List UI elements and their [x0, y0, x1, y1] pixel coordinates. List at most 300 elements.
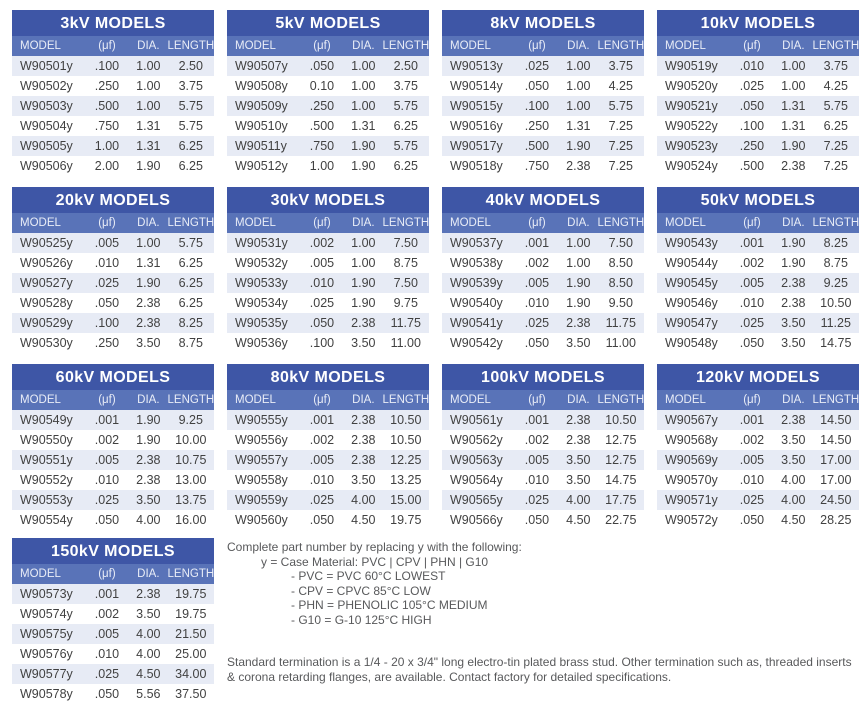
model-cell: W90540y — [450, 296, 503, 310]
dia-cell: 3.50 — [136, 607, 161, 621]
table-body — [442, 410, 644, 530]
table-head — [12, 213, 214, 233]
uf-cell: .001 — [94, 413, 120, 427]
uf-cell: .002 — [309, 433, 335, 447]
table-body — [657, 233, 859, 353]
col-header-dia: DIA. — [129, 390, 167, 410]
model-table-120kv-models — [657, 364, 859, 530]
uf-cell: .025 — [94, 493, 120, 507]
uf-cell: 0.10 — [309, 79, 335, 93]
length-cell: 5.75 — [178, 119, 203, 133]
model-cell: W90542y — [450, 336, 503, 350]
header-row — [227, 36, 429, 56]
dia-cell: 4.50 — [566, 513, 591, 527]
dia-cell: 3.50 — [566, 473, 591, 487]
model-cell: W90514y — [450, 79, 503, 93]
table-150kv-slot — [12, 538, 214, 704]
dia-cell: 1.31 — [136, 139, 161, 153]
dia-cell: 1.00 — [781, 59, 806, 73]
length-cell: 14.75 — [820, 336, 852, 350]
col-header-dia: DIA. — [774, 36, 812, 56]
spec-table — [227, 390, 429, 530]
model-table-10kv-models — [657, 10, 859, 176]
dia-cell: 1.90 — [351, 296, 376, 310]
model-table-20kv-models — [12, 187, 214, 353]
table-row — [12, 96, 214, 116]
table-row — [657, 333, 859, 353]
uf-cell: .750 — [94, 119, 120, 133]
dia-cell: 1.00 — [566, 59, 591, 73]
dia-cell: 3.50 — [351, 473, 376, 487]
length-cell: 17.00 — [820, 473, 852, 487]
col-header-length: LENGTH — [598, 213, 644, 233]
uf-cell: .750 — [524, 159, 550, 173]
header-row — [657, 213, 859, 233]
model-table-40kv-models — [442, 187, 644, 353]
table-row — [227, 470, 429, 490]
col-header-uf: (μf) — [85, 564, 129, 584]
length-cell: 10.00 — [175, 433, 207, 447]
termination-note: Standard termination is a 1/4 - 20 x 3/4" long electro-tin plated brass stud. Other termination such as, threaded inserts & corona retarding flanges, are available. Contact factory for detailed specifications. — [227, 655, 852, 684]
length-cell: 2.50 — [178, 59, 203, 73]
dia-cell: 1.90 — [781, 236, 806, 250]
dia-cell: 3.50 — [136, 336, 161, 350]
table-title: 120kV MODELS — [657, 364, 859, 390]
length-cell: 8.25 — [178, 316, 203, 330]
dia-cell: 4.00 — [781, 493, 806, 507]
col-header-length: LENGTH — [813, 390, 859, 410]
length-cell: 10.75 — [175, 453, 207, 467]
table-row — [227, 96, 429, 116]
table-row — [12, 56, 214, 76]
table-row — [227, 450, 429, 470]
uf-cell: .050 — [94, 687, 120, 701]
length-cell: 8.50 — [608, 256, 633, 270]
model-cell: W90516y — [450, 119, 503, 133]
uf-cell: .025 — [309, 493, 335, 507]
spec-table — [442, 213, 644, 353]
model-cell: W90556y — [235, 433, 288, 447]
dia-cell: 3.50 — [781, 336, 806, 350]
header-row — [12, 213, 214, 233]
uf-cell: .005 — [739, 276, 765, 290]
table-row — [442, 136, 644, 156]
model-table-100kv-models — [442, 364, 644, 530]
uf-cell: .025 — [524, 493, 550, 507]
table-row — [657, 273, 859, 293]
length-cell: 6.25 — [178, 159, 203, 173]
uf-cell: .025 — [739, 493, 765, 507]
header-row — [12, 564, 214, 584]
table-body — [442, 56, 644, 176]
length-cell: 5.75 — [823, 99, 848, 113]
table-row — [442, 450, 644, 470]
dia-cell: 1.00 — [566, 79, 591, 93]
uf-cell: .001 — [94, 587, 120, 601]
table-row — [442, 470, 644, 490]
model-cell: W90539y — [450, 276, 503, 290]
col-header-model: MODEL — [12, 213, 85, 233]
header-row — [227, 390, 429, 410]
model-cell: W90530y — [20, 336, 73, 350]
length-cell: 7.25 — [823, 159, 848, 173]
model-table-50kv-models — [657, 187, 859, 353]
table-body — [657, 56, 859, 176]
length-cell: 12.25 — [390, 453, 422, 467]
table-head — [657, 390, 859, 410]
table-row — [442, 293, 644, 313]
uf-cell: 2.00 — [94, 159, 120, 173]
uf-cell: .250 — [739, 139, 765, 153]
model-cell: W90551y — [20, 453, 73, 467]
table-row — [657, 136, 859, 156]
length-cell: 8.75 — [393, 256, 418, 270]
table-row — [657, 233, 859, 253]
table-row — [657, 410, 859, 430]
model-cell: W90534y — [235, 296, 288, 310]
table-title: 50kV MODELS — [657, 187, 859, 213]
dia-cell: 1.00 — [351, 59, 376, 73]
model-cell: W90577y — [20, 667, 73, 681]
model-cell: W90573y — [20, 587, 73, 601]
dia-cell: 1.90 — [566, 296, 591, 310]
table-row — [227, 313, 429, 333]
col-header-uf: (μf) — [85, 213, 129, 233]
uf-cell: .002 — [524, 433, 550, 447]
dia-cell: 1.00 — [136, 79, 161, 93]
model-cell: W90528y — [20, 296, 73, 310]
table-row — [227, 333, 429, 353]
uf-cell: .050 — [94, 513, 120, 527]
uf-cell: .100 — [739, 119, 765, 133]
uf-cell: 1.00 — [309, 159, 335, 173]
model-cell: W90507y — [235, 59, 288, 73]
dia-cell: 3.50 — [781, 316, 806, 330]
table-row — [12, 333, 214, 353]
length-cell: 7.50 — [393, 236, 418, 250]
model-cell: W90578y — [20, 687, 73, 701]
dia-cell: 1.00 — [136, 236, 161, 250]
col-header-length: LENGTH — [383, 390, 429, 410]
model-cell: W90562y — [450, 433, 503, 447]
col-header-dia: DIA. — [129, 36, 167, 56]
dia-cell: 1.90 — [136, 276, 161, 290]
length-cell: 3.75 — [608, 59, 633, 73]
table-body — [657, 410, 859, 530]
model-table-60kv-models — [12, 364, 214, 530]
uf-cell: .001 — [309, 413, 335, 427]
uf-cell: .050 — [524, 79, 550, 93]
uf-cell: .500 — [739, 159, 765, 173]
table-row — [227, 56, 429, 76]
table-row — [12, 470, 214, 490]
table-row — [227, 136, 429, 156]
table-head — [657, 213, 859, 233]
model-cell: W90561y — [450, 413, 503, 427]
table-row — [12, 410, 214, 430]
uf-cell: .100 — [94, 59, 120, 73]
dia-cell: 2.38 — [351, 433, 376, 447]
table-row — [442, 313, 644, 333]
header-row — [442, 36, 644, 56]
table-row — [227, 233, 429, 253]
header-row — [12, 36, 214, 56]
length-cell: 28.25 — [820, 513, 852, 527]
table-head — [12, 564, 214, 584]
col-header-dia: DIA. — [344, 390, 382, 410]
table-row — [657, 156, 859, 176]
dia-cell: 4.00 — [781, 473, 806, 487]
length-cell: 7.50 — [608, 236, 633, 250]
length-cell: 6.25 — [393, 119, 418, 133]
uf-cell: .010 — [524, 296, 550, 310]
uf-cell: .025 — [739, 79, 765, 93]
table-row — [442, 510, 644, 530]
length-cell: 5.75 — [178, 236, 203, 250]
model-cell: W90521y — [665, 99, 718, 113]
model-cell: W90525y — [20, 236, 73, 250]
col-header-dia: DIA. — [344, 213, 382, 233]
model-cell: W90570y — [665, 473, 718, 487]
length-cell: 9.50 — [608, 296, 633, 310]
uf-cell: .002 — [524, 256, 550, 270]
uf-cell: .025 — [309, 296, 335, 310]
model-cell: W90531y — [235, 236, 288, 250]
table-row — [657, 510, 859, 530]
model-cell: W90565y — [450, 493, 503, 507]
col-header-model: MODEL — [12, 564, 85, 584]
model-cell: W90510y — [235, 119, 288, 133]
length-cell: 24.50 — [820, 493, 852, 507]
table-row — [12, 684, 214, 704]
uf-cell: .005 — [94, 453, 120, 467]
dia-cell: 2.38 — [136, 473, 161, 487]
uf-cell: .005 — [739, 453, 765, 467]
model-cell: W90575y — [20, 627, 73, 641]
length-cell: 9.25 — [178, 413, 203, 427]
model-cell: W90511y — [235, 139, 287, 153]
uf-cell: .001 — [524, 413, 550, 427]
length-cell: 19.75 — [390, 513, 422, 527]
note-case-material: y = Case Material: PVC | CPV | PHN | G10 — [261, 554, 489, 569]
length-cell: 21.50 — [175, 627, 207, 641]
note-item-g10: - G10 = G-10 125°C HIGH — [291, 612, 432, 627]
dia-cell: 2.38 — [566, 433, 591, 447]
model-cell: W90541y — [450, 316, 503, 330]
uf-cell: .050 — [94, 296, 120, 310]
uf-cell: .025 — [94, 276, 120, 290]
length-cell: 6.25 — [823, 119, 848, 133]
model-cell: W90524y — [665, 159, 718, 173]
table-row — [442, 253, 644, 273]
model-cell: W90522y — [665, 119, 718, 133]
col-header-length: LENGTH — [168, 213, 214, 233]
table-row — [657, 450, 859, 470]
col-header-dia: DIA. — [774, 390, 812, 410]
table-title: 8kV MODELS — [442, 10, 644, 36]
table-head — [227, 213, 429, 233]
spec-table — [227, 213, 429, 353]
length-cell: 6.25 — [178, 256, 203, 270]
dia-cell: 1.00 — [136, 99, 161, 113]
model-cell: W90501y — [20, 59, 73, 73]
uf-cell: .001 — [739, 236, 765, 250]
model-cell: W90526y — [20, 256, 73, 270]
uf-cell: .010 — [739, 473, 765, 487]
table-row — [657, 253, 859, 273]
col-header-dia: DIA. — [559, 390, 597, 410]
table-head — [12, 390, 214, 410]
length-cell: 5.75 — [608, 99, 633, 113]
table-row — [442, 116, 644, 136]
col-header-length: LENGTH — [383, 36, 429, 56]
model-table-80kv-models — [227, 364, 429, 530]
uf-cell: .010 — [524, 473, 550, 487]
model-cell: W90574y — [20, 607, 73, 621]
table-body — [12, 233, 214, 353]
model-cell: W90513y — [450, 59, 503, 73]
length-cell: 7.25 — [823, 139, 848, 153]
col-header-model: MODEL — [12, 36, 85, 56]
length-cell: 13.75 — [175, 493, 207, 507]
notes-section — [227, 538, 859, 704]
table-head — [442, 36, 644, 56]
dia-cell: 1.00 — [351, 79, 376, 93]
model-cell: W90559y — [235, 493, 288, 507]
dia-cell: 4.00 — [136, 627, 161, 641]
length-cell: 14.50 — [820, 433, 852, 447]
dia-cell: 3.50 — [566, 453, 591, 467]
model-cell: W90527y — [20, 276, 73, 290]
table-head — [227, 36, 429, 56]
table-title: 3kV MODELS — [12, 10, 214, 36]
uf-cell: .001 — [524, 236, 550, 250]
col-header-uf: (μf) — [515, 36, 559, 56]
table-title: 100kV MODELS — [442, 364, 644, 390]
col-header-length: LENGTH — [598, 390, 644, 410]
table-row — [12, 604, 214, 624]
col-header-uf: (μf) — [300, 213, 344, 233]
length-cell: 7.50 — [393, 276, 418, 290]
uf-cell: .050 — [739, 336, 765, 350]
model-cell: W90564y — [450, 473, 503, 487]
uf-cell: .005 — [94, 627, 120, 641]
col-header-length: LENGTH — [813, 213, 859, 233]
model-table-30kv-models — [227, 187, 429, 353]
spec-table — [657, 390, 859, 530]
dia-cell: 1.00 — [351, 236, 376, 250]
length-cell: 13.25 — [390, 473, 422, 487]
uf-cell: .250 — [94, 336, 120, 350]
uf-cell: .250 — [309, 99, 335, 113]
length-cell: 12.75 — [605, 433, 637, 447]
uf-cell: .010 — [94, 256, 120, 270]
model-cell: W90550y — [20, 433, 73, 447]
uf-cell: .050 — [524, 336, 550, 350]
table-row — [442, 333, 644, 353]
dia-cell: 1.90 — [566, 139, 591, 153]
table-body — [227, 56, 429, 176]
col-header-uf: (μf) — [515, 390, 559, 410]
length-cell: 14.75 — [605, 473, 637, 487]
col-header-length: LENGTH — [168, 390, 214, 410]
model-cell: W90544y — [665, 256, 718, 270]
dia-cell: 2.38 — [566, 316, 591, 330]
uf-cell: .025 — [739, 316, 765, 330]
dia-cell: 3.50 — [351, 336, 376, 350]
uf-cell: .050 — [309, 316, 335, 330]
model-cell: W90536y — [235, 336, 288, 350]
table-row — [12, 156, 214, 176]
uf-cell: .500 — [94, 99, 120, 113]
uf-cell: .002 — [94, 607, 120, 621]
header-row — [657, 36, 859, 56]
uf-cell: .002 — [739, 433, 765, 447]
spec-table — [227, 36, 429, 176]
dia-cell: 2.38 — [566, 413, 591, 427]
table-head — [442, 213, 644, 233]
uf-cell: .010 — [309, 473, 335, 487]
table-row — [12, 233, 214, 253]
table-row — [227, 510, 429, 530]
uf-cell: .250 — [524, 119, 550, 133]
uf-cell: .005 — [524, 453, 550, 467]
model-table-8kv-models — [442, 10, 644, 176]
length-cell: 8.50 — [608, 276, 633, 290]
dia-cell: 4.50 — [351, 513, 376, 527]
length-cell: 8.25 — [823, 236, 848, 250]
col-header-length: LENGTH — [598, 36, 644, 56]
table-row — [442, 430, 644, 450]
uf-cell: .050 — [739, 99, 765, 113]
table-row — [12, 450, 214, 470]
length-cell: 3.75 — [823, 59, 848, 73]
model-table-5kv-models — [227, 10, 429, 176]
col-header-uf: (μf) — [300, 390, 344, 410]
length-cell: 7.25 — [608, 139, 633, 153]
length-cell: 6.25 — [393, 159, 418, 173]
table-row — [12, 273, 214, 293]
note-item-cpv: - CPV = CPVC 85°C LOW — [291, 583, 431, 598]
model-cell: W90515y — [450, 99, 503, 113]
table-row — [12, 624, 214, 644]
uf-cell: .050 — [309, 59, 335, 73]
length-cell: 11.00 — [605, 336, 636, 350]
uf-cell: .050 — [309, 513, 335, 527]
col-header-model: MODEL — [227, 390, 300, 410]
table-row — [657, 76, 859, 96]
length-cell: 17.75 — [605, 493, 637, 507]
uf-cell: .010 — [739, 59, 765, 73]
model-cell: W90535y — [235, 316, 288, 330]
dia-cell: 1.90 — [136, 413, 161, 427]
table-row — [442, 490, 644, 510]
length-cell: 34.00 — [175, 667, 207, 681]
col-header-model: MODEL — [227, 213, 300, 233]
dia-cell: 2.38 — [136, 587, 161, 601]
table-body — [227, 410, 429, 530]
model-cell: W90557y — [235, 453, 288, 467]
length-cell: 10.50 — [390, 433, 422, 447]
uf-cell: .010 — [739, 296, 765, 310]
dia-cell: 2.38 — [351, 453, 376, 467]
spec-table — [12, 36, 214, 176]
dia-cell: 1.90 — [136, 433, 161, 447]
model-cell: W90506y — [20, 159, 73, 173]
table-title: 10kV MODELS — [657, 10, 859, 36]
uf-cell: .002 — [739, 256, 765, 270]
table-row — [12, 490, 214, 510]
